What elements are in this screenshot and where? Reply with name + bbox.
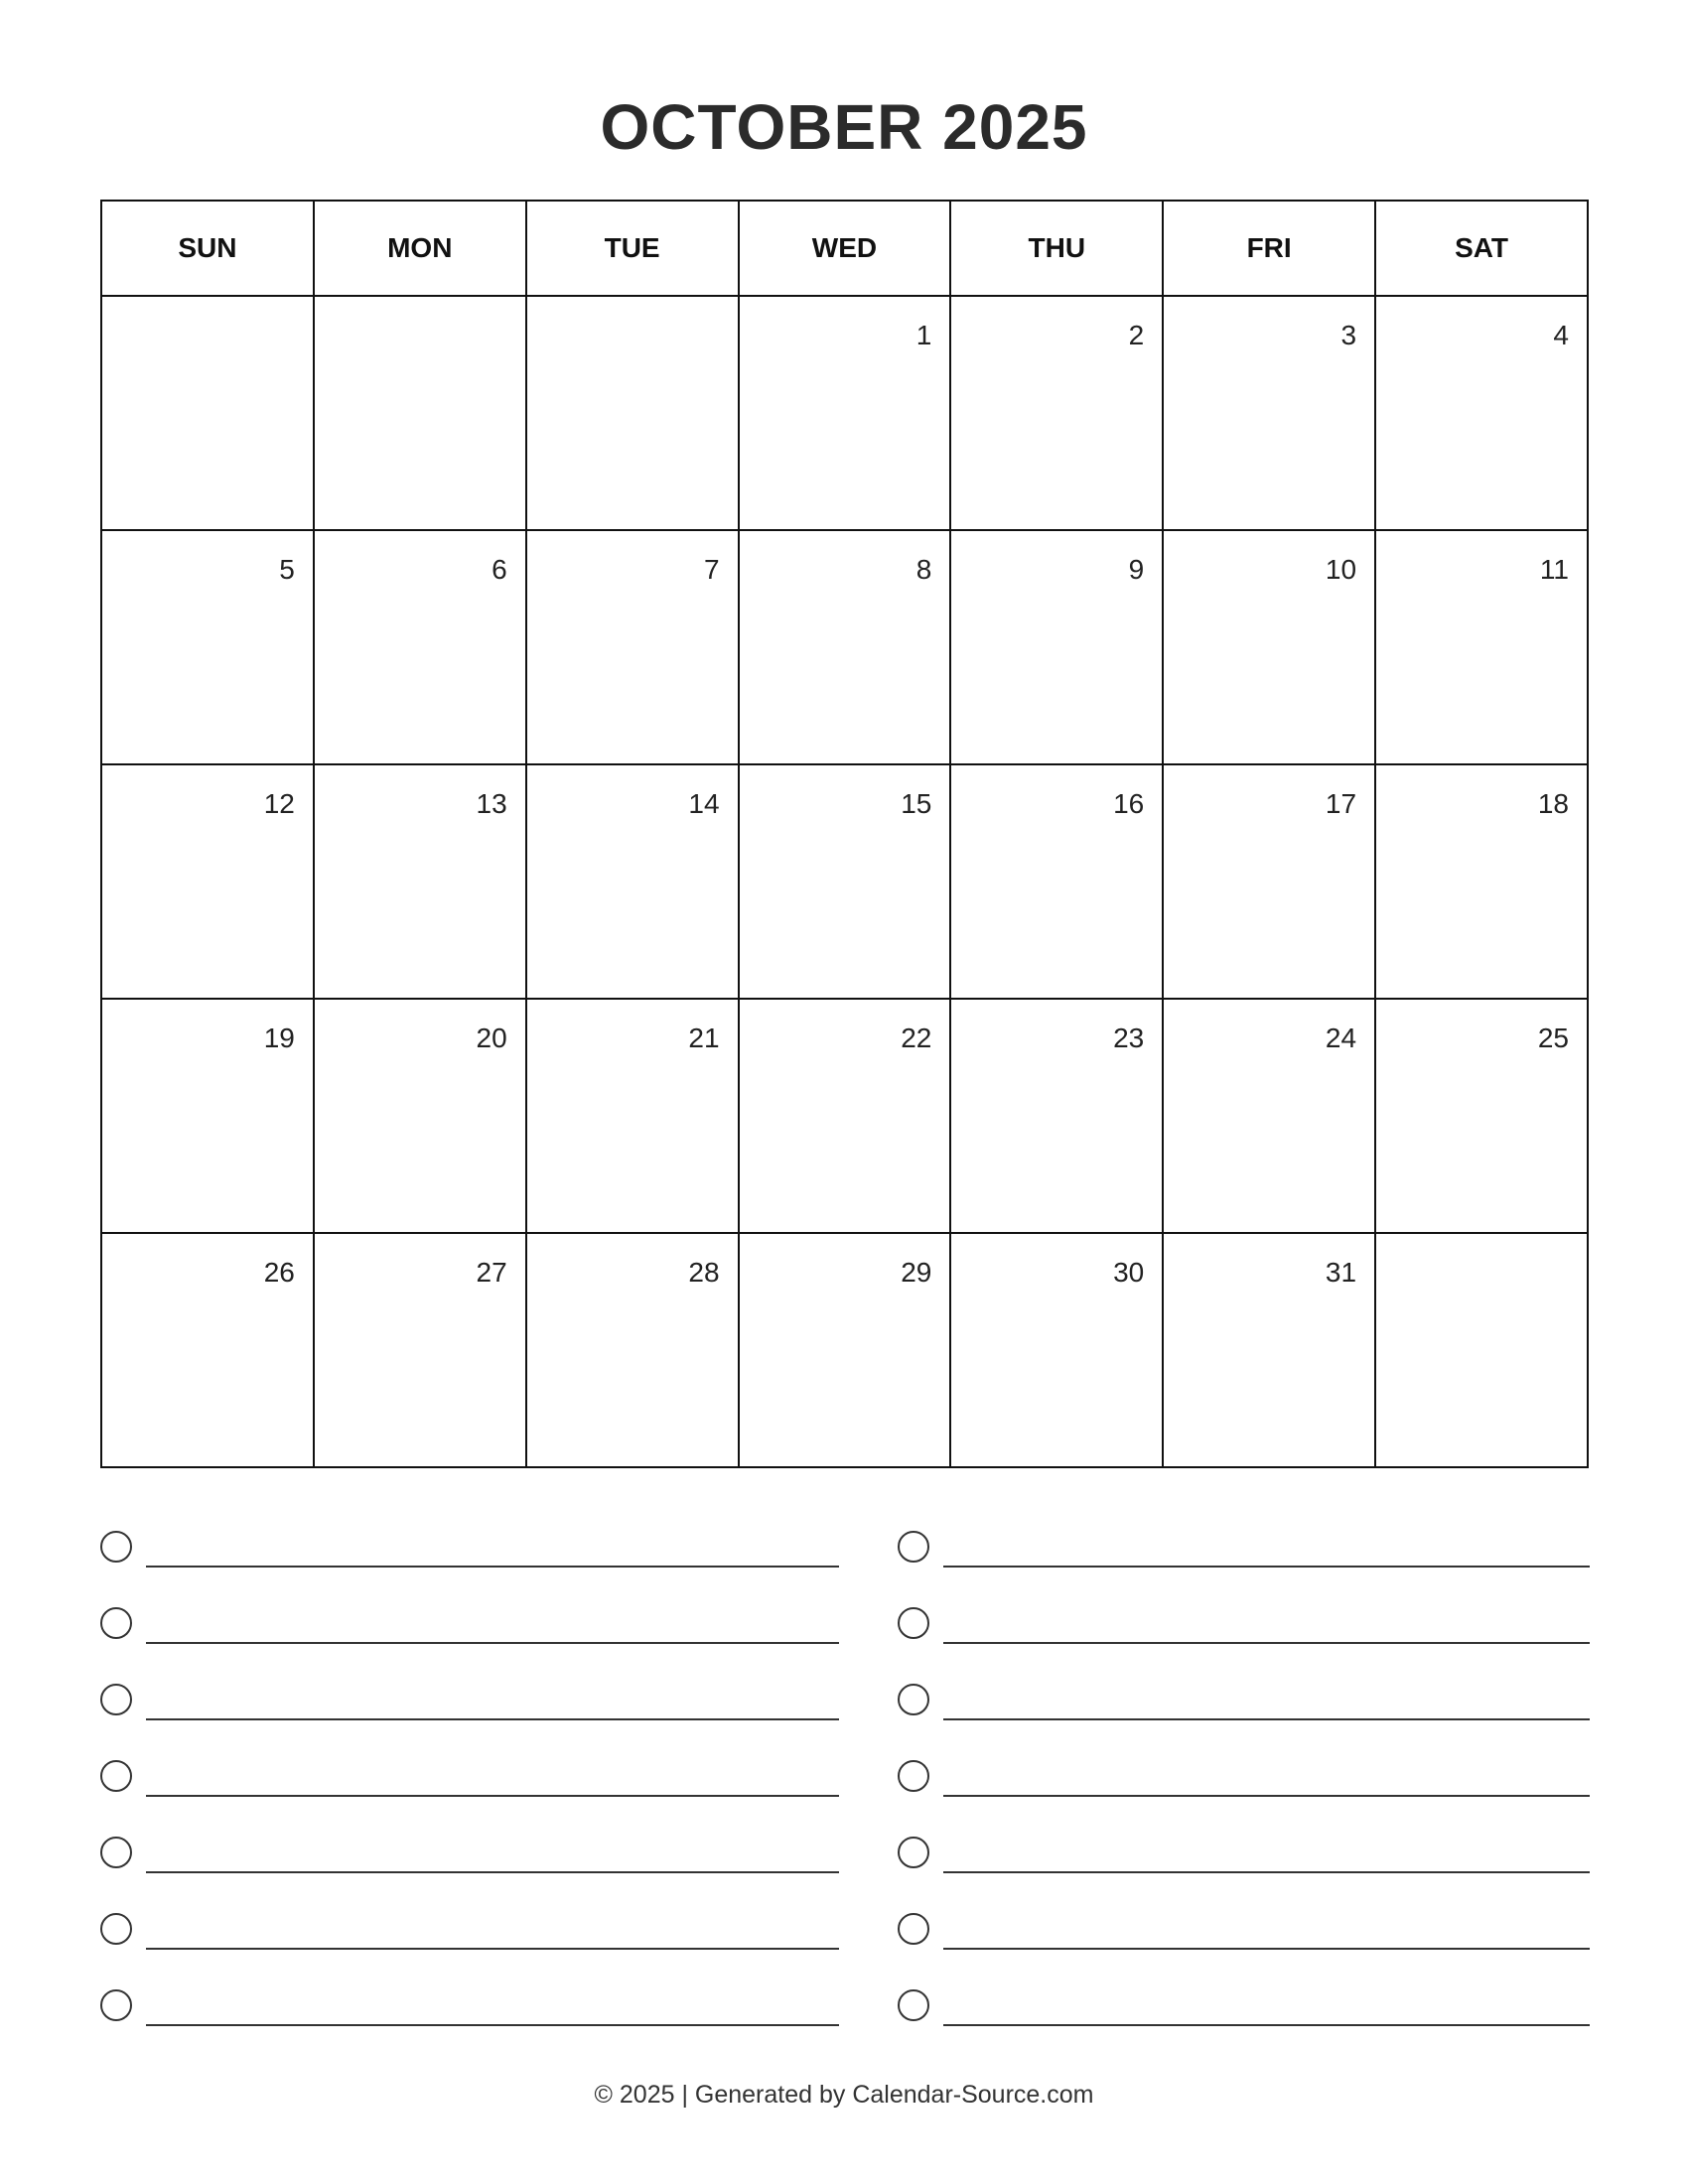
day-cell[interactable] [1375, 296, 1588, 530]
day-cell[interactable] [526, 296, 739, 530]
task-row [898, 1758, 1590, 1835]
checkbox-circle-icon[interactable] [100, 1607, 132, 1639]
day-number: 12 [263, 788, 295, 819]
day-number: 23 [1113, 1023, 1145, 1053]
day-cell[interactable] [101, 530, 314, 764]
day-number: 10 [1325, 554, 1357, 585]
day-cell[interactable] [739, 530, 951, 764]
day-number: 5 [279, 554, 295, 585]
day-cell[interactable] [739, 764, 951, 999]
day-number: 31 [1325, 1257, 1357, 1288]
day-number: 19 [263, 1023, 295, 1053]
day-cell[interactable] [950, 296, 1163, 530]
weekday-sat: SAT [1375, 201, 1588, 296]
day-cell[interactable] [526, 530, 739, 764]
day-number: 16 [1113, 788, 1145, 819]
task-write-line[interactable] [146, 1795, 839, 1797]
day-cell[interactable] [101, 764, 314, 999]
task-write-line[interactable] [943, 1566, 1590, 1568]
day-number: 8 [915, 554, 932, 585]
task-column-right [898, 1529, 1590, 2064]
checkbox-circle-icon[interactable] [898, 1607, 929, 1639]
day-cell[interactable] [314, 296, 526, 530]
checkbox-circle-icon[interactable] [100, 1760, 132, 1792]
day-number: 9 [1128, 554, 1145, 585]
day-cell[interactable] [101, 999, 314, 1233]
day-number: 4 [1553, 320, 1569, 350]
day-cell[interactable] [1163, 999, 1375, 1233]
checkbox-circle-icon[interactable] [100, 1913, 132, 1945]
day-cell[interactable] [950, 530, 1163, 764]
checkbox-circle-icon[interactable] [898, 1684, 929, 1715]
weekday-header-row [101, 201, 1588, 296]
checkbox-circle-icon[interactable] [100, 1531, 132, 1563]
weekday-thu: THU [950, 201, 1163, 296]
day-number: 29 [901, 1257, 932, 1288]
day-number: 15 [901, 788, 932, 819]
day-cell[interactable] [1163, 764, 1375, 999]
day-number: 2 [1128, 320, 1145, 350]
day-cell[interactable] [1163, 296, 1375, 530]
task-write-line[interactable] [146, 1642, 839, 1644]
day-cell[interactable] [950, 1233, 1163, 1467]
day-number: 18 [1537, 788, 1569, 819]
day-number: 20 [476, 1023, 507, 1053]
day-cell[interactable] [314, 530, 526, 764]
day-number: 25 [1537, 1023, 1569, 1053]
task-write-line[interactable] [146, 1718, 839, 1720]
day-number: 30 [1113, 1257, 1145, 1288]
day-cell[interactable] [1375, 999, 1588, 1233]
day-cell[interactable] [739, 999, 951, 1233]
week-row-1 [101, 296, 1588, 530]
day-number: 24 [1325, 1023, 1357, 1053]
week-row-2 [101, 530, 1588, 764]
checkbox-circle-icon[interactable] [898, 1989, 929, 2021]
task-list [100, 1529, 1590, 2025]
task-write-line[interactable] [146, 1871, 839, 1873]
checkbox-circle-icon[interactable] [898, 1837, 929, 1868]
weekday-fri: FRI [1163, 201, 1375, 296]
day-cell[interactable] [314, 1233, 526, 1467]
task-row [100, 1911, 839, 1987]
task-row [100, 1605, 839, 1682]
week-row-4 [101, 999, 1588, 1233]
task-write-line[interactable] [943, 1795, 1590, 1797]
day-cell[interactable] [739, 1233, 951, 1467]
day-cell[interactable] [1375, 530, 1588, 764]
day-number: 7 [703, 554, 720, 585]
task-row [898, 1529, 1590, 1605]
day-cell[interactable] [101, 296, 314, 530]
checkbox-circle-icon[interactable] [100, 1989, 132, 2021]
checkbox-circle-icon[interactable] [898, 1531, 929, 1563]
day-cell[interactable] [314, 999, 526, 1233]
task-write-line[interactable] [146, 1948, 839, 1950]
page-title: OCTOBER 2025 [600, 91, 1088, 163]
task-row [898, 1987, 1590, 2064]
task-row [100, 1529, 839, 1605]
task-write-line[interactable] [943, 2024, 1590, 2026]
day-number: 11 [1539, 554, 1569, 585]
day-cell[interactable] [314, 764, 526, 999]
checkbox-circle-icon[interactable] [898, 1913, 929, 1945]
task-row [898, 1835, 1590, 1911]
task-write-line[interactable] [943, 1871, 1590, 1873]
day-cell[interactable] [950, 764, 1163, 999]
day-number: 1 [915, 320, 932, 350]
task-write-line[interactable] [146, 2024, 839, 2026]
task-write-line[interactable] [943, 1718, 1590, 1720]
task-row [100, 1987, 839, 2064]
day-cell[interactable] [101, 1233, 314, 1467]
day-number: 13 [476, 788, 507, 819]
day-cell[interactable] [950, 999, 1163, 1233]
week-row-3 [101, 764, 1588, 999]
weekday-tue: TUE [526, 201, 739, 296]
task-row [898, 1682, 1590, 1758]
task-write-line[interactable] [943, 1948, 1590, 1950]
day-number [315, 297, 525, 319]
day-cell[interactable] [1163, 1233, 1375, 1467]
calendar-grid [100, 200, 1589, 1468]
footer-credit: © 2025 | Generated by Calendar-Source.com [594, 2081, 1094, 2109]
day-number [1376, 1234, 1587, 1256]
day-number: 14 [688, 788, 720, 819]
task-row [100, 1835, 839, 1911]
day-cell[interactable] [739, 296, 951, 530]
task-row [898, 1605, 1590, 1682]
day-number: 17 [1325, 788, 1357, 819]
weekday-sun: SUN [101, 201, 314, 296]
checkbox-circle-icon[interactable] [100, 1837, 132, 1868]
day-cell[interactable] [526, 1233, 739, 1467]
task-write-line[interactable] [943, 1642, 1590, 1644]
task-row [100, 1758, 839, 1835]
day-number: 22 [901, 1023, 932, 1053]
weekday-mon: MON [314, 201, 526, 296]
day-number [102, 297, 313, 319]
day-number [527, 297, 738, 319]
day-cell[interactable] [526, 999, 739, 1233]
day-number: 6 [492, 554, 507, 585]
day-cell[interactable] [1375, 1233, 1588, 1467]
day-number: 28 [688, 1257, 720, 1288]
weekday-wed: WED [739, 201, 951, 296]
day-number: 21 [688, 1023, 720, 1053]
day-cell[interactable] [1375, 764, 1588, 999]
day-number: 26 [263, 1257, 295, 1288]
day-number: 27 [476, 1257, 507, 1288]
task-column-left [100, 1529, 839, 2064]
checkbox-circle-icon[interactable] [898, 1760, 929, 1792]
week-row-5 [101, 1233, 1588, 1467]
day-number: 3 [1340, 320, 1357, 350]
task-row [898, 1911, 1590, 1987]
day-cell[interactable] [526, 764, 739, 999]
day-cell[interactable] [1163, 530, 1375, 764]
checkbox-circle-icon[interactable] [100, 1684, 132, 1715]
task-write-line[interactable] [146, 1566, 839, 1568]
task-row [100, 1682, 839, 1758]
